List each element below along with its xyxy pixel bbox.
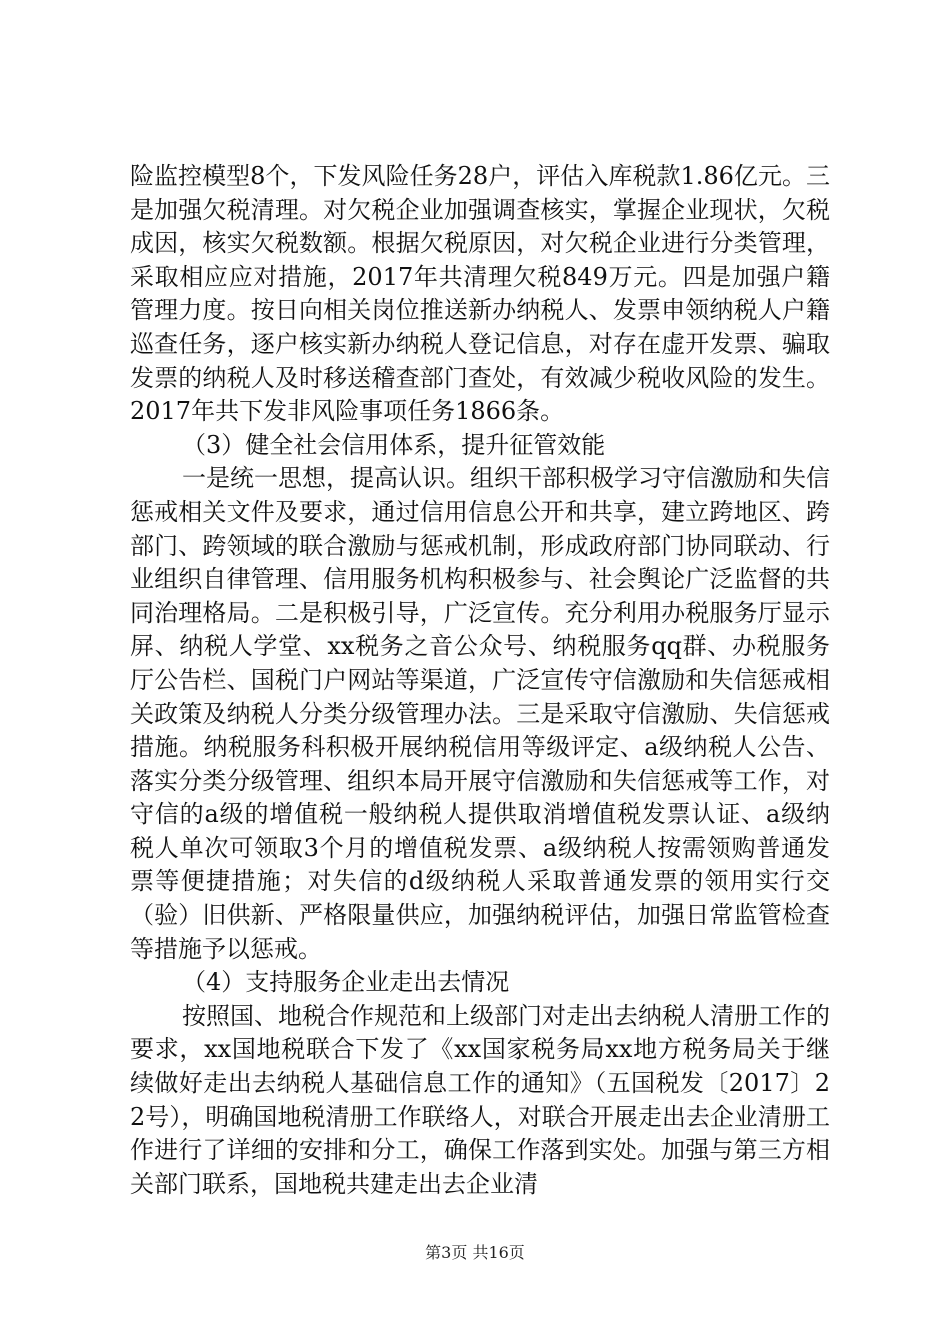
paragraph-continuation: 险监控模型8个，下发风险任务28户，评估入库税款1.86亿元。三是加强欠税清理。对欠税企业加强调查核实，掌握企业现状，欠税成因，核实欠税数额。根据欠税原因，对欠税企业进行分类管理，采取相应应对措施，2017年共清理欠税849万元。四是加强户籍管理力度。按日向相关岗位推送新办纳税人、发票申领纳税人户籍巡查任务，逐户核实新办纳税人登记信息，对存在虚开发票、骗取发票的纳税人及时移送稽查部门查处，有效减少税收风险的发生。2017年共下发非风险事项任务1866条。 (130, 162, 830, 426)
document-body (130, 160, 830, 1201)
page-footer: 第3页 共16页 (425, 1243, 525, 1262)
paragraph-going-global: 按照国、地税合作规范和上级部门对走出去纳税人清册工作的要求，xx国地税联合下发了《xx国家税务局xx地方税务局关于继续做好走出去纳税人基础信息工作的通知》（五国税发〔2017〕22号），明确国地税清册工作联络人，对联合开展走出去企业清册工作进行了详细的安排和分工，确保工作落到实处。加强与第三方相关部门联系，国地税共建走出去企业清 (130, 1001, 830, 1198)
section-heading-3: （3）健全社会信用体系，提升征管效能 (182, 430, 606, 459)
section-heading-4: （4）支持服务企业走出去情况 (182, 968, 510, 997)
paragraph-credit-system: 一是统一思想，提高认识。组织干部积极学习守信激励和失信惩戒相关文件及要求，通过信用信息公开和共享，建立跨地区、跨部门、跨领域的联合激励与惩戒机制，形成政府部门协同联动、行业组织自律管理、信用服务机构积极参与、社会舆论广泛监督的共同治理格局。二是积极引导，广泛宣传。充分利用办税服务厅显示屏、纳税人学堂、xx税务之音公众号、纳税服务qq群、办税服务厅公告栏、国税门户网站等渠道，广泛宣传守信激励和失信惩戒相关政策及纳税人分类分级管理办法。三是采取守信激励、失信惩戒措施。纳税服务科积极开展纳税信用等级评定、a级纳税人公告、落实分类分级管理、组织本局开展守信激励和失信惩戒等工作，对守信的a级的增值税一般纳税人提供取消增值税发票认证、a级纳税人单次可领取3个月的增值税发票、a级纳税人按需领购普通发票等便捷措施；对失信的d级纳税人采取普通发票的领用实行交（验）旧供新、严格限量供应，加强纳税评估，加强日常监管检查等措施予以惩戒。 (130, 464, 830, 963)
